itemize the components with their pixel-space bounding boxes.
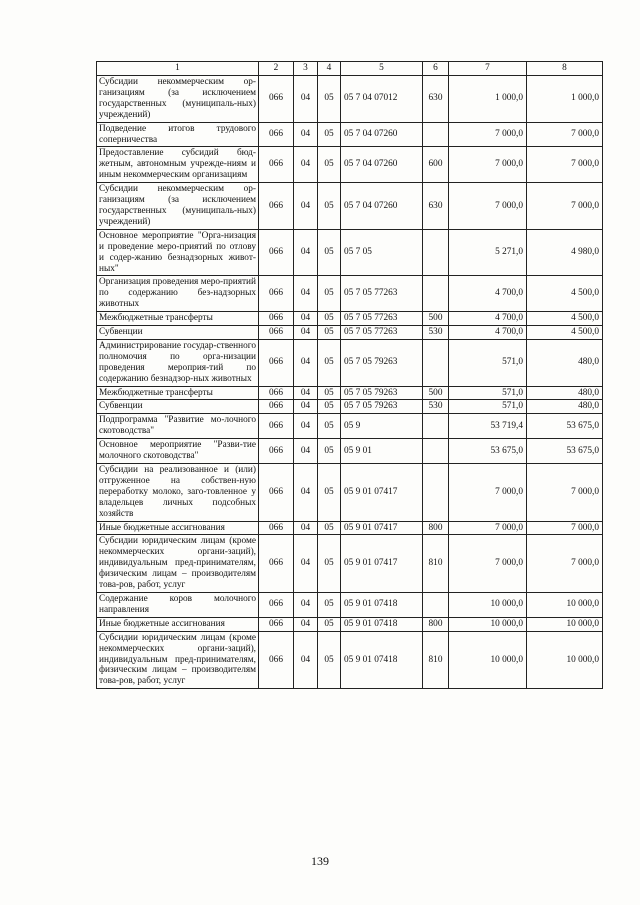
- row-rz-cell: 04: [294, 400, 318, 414]
- row-pr-cell: 05: [318, 631, 341, 689]
- row-amount-2025-cell: 5 271,0: [449, 229, 527, 276]
- page-number: 139: [311, 854, 329, 868]
- row-amount-2025-cell: 53 719,4: [449, 414, 527, 439]
- table-row: [97, 414, 603, 439]
- row-amount-2026-cell: 4 500,0: [527, 276, 603, 312]
- row-vr-cell: 800: [423, 521, 449, 535]
- row-csr-cell: 05 9 01: [341, 439, 423, 464]
- row-amount-2026-cell: 7 000,0: [527, 535, 603, 593]
- header-cell: 5: [341, 62, 423, 76]
- row-amount-2025-cell: 7 000,0: [449, 521, 527, 535]
- row-rz-cell: 04: [294, 147, 318, 183]
- row-rz-cell: 04: [294, 76, 318, 123]
- table-row: [97, 339, 603, 386]
- row-name-cell: Субсидии некоммерческим ор-ганизациям (за исключением государственных (муниципаль-ных) учреждений): [97, 76, 259, 123]
- row-pr-cell: 05: [318, 147, 341, 183]
- table-row: [97, 464, 603, 522]
- row-amount-2026-cell: 7 000,0: [527, 464, 603, 522]
- table-header-row: [97, 62, 603, 76]
- table-row: [97, 147, 603, 183]
- header-cell: 6: [423, 62, 449, 76]
- row-amount-2025-cell: 571,0: [449, 339, 527, 386]
- header-cell: 2: [259, 62, 294, 76]
- row-csr-cell: 05 9 01 07418: [341, 631, 423, 689]
- row-vr-cell: 800: [423, 617, 449, 631]
- header-cell: 3: [294, 62, 318, 76]
- row-amount-2025-cell: 4 700,0: [449, 326, 527, 340]
- header-cell: 7: [449, 62, 527, 76]
- table-row: [97, 183, 603, 230]
- row-vr-cell: [423, 229, 449, 276]
- row-pr-cell: 05: [318, 326, 341, 340]
- row-amount-2026-cell: 10 000,0: [527, 617, 603, 631]
- row-vr-cell: [423, 414, 449, 439]
- row-amount-2025-cell: 571,0: [449, 386, 527, 400]
- row-name-cell: Основное мероприятие "Орга-низация и проведение меро-приятий по отлову и содер-жанию безнадзорных живот-ных": [97, 229, 259, 276]
- row-pr-cell: 05: [318, 229, 341, 276]
- row-vr-cell: 810: [423, 631, 449, 689]
- row-amount-2025-cell: 7 000,0: [449, 535, 527, 593]
- row-csr-cell: 05 7 05 79263: [341, 339, 423, 386]
- table-row: [97, 617, 603, 631]
- row-csr-cell: 05 7 04 07260: [341, 147, 423, 183]
- row-amount-2026-cell: 7 000,0: [527, 122, 603, 147]
- row-pr-cell: 05: [318, 312, 341, 326]
- row-vr-cell: 500: [423, 386, 449, 400]
- row-rz-cell: 04: [294, 464, 318, 522]
- row-amount-2026-cell: 53 675,0: [527, 414, 603, 439]
- row-rz-cell: 04: [294, 326, 318, 340]
- row-pr-cell: 05: [318, 535, 341, 593]
- row-ved-cell: 066: [259, 122, 294, 147]
- table-row: [97, 521, 603, 535]
- table-row: [97, 312, 603, 326]
- row-vr-cell: 600: [423, 147, 449, 183]
- row-ved-cell: 066: [259, 76, 294, 123]
- row-name-cell: Администрирование государ-ственного полномочия по орга-низации проведения мероприя-тий по содержанию безнадзор-ных животных: [97, 339, 259, 386]
- row-vr-cell: 530: [423, 400, 449, 414]
- row-rz-cell: 04: [294, 276, 318, 312]
- row-name-cell: Межбюджетные трансферты: [97, 386, 259, 400]
- row-vr-cell: [423, 122, 449, 147]
- row-amount-2026-cell: 4 500,0: [527, 312, 603, 326]
- header-cell: 4: [318, 62, 341, 76]
- row-csr-cell: 05 7 05 79263: [341, 400, 423, 414]
- row-vr-cell: 500: [423, 312, 449, 326]
- table-row: [97, 535, 603, 593]
- row-vr-cell: 810: [423, 535, 449, 593]
- row-ved-cell: 066: [259, 439, 294, 464]
- table-row: [97, 326, 603, 340]
- row-csr-cell: 05 9 01 07418: [341, 592, 423, 617]
- row-name-cell: Подпрограмма "Развитие мо-лочного скотоводства": [97, 414, 259, 439]
- row-ved-cell: 066: [259, 326, 294, 340]
- row-vr-cell: [423, 339, 449, 386]
- row-csr-cell: 05 9 01 07417: [341, 464, 423, 522]
- row-name-cell: Иные бюджетные ассигнования: [97, 617, 259, 631]
- row-name-cell: Организация проведения меро-приятий по содержанию без-надзорных животных: [97, 276, 259, 312]
- row-ved-cell: 066: [259, 631, 294, 689]
- row-csr-cell: 05 7 05 77263: [341, 276, 423, 312]
- row-ved-cell: 066: [259, 521, 294, 535]
- row-rz-cell: 04: [294, 229, 318, 276]
- row-vr-cell: [423, 276, 449, 312]
- row-name-cell: Субсидии на реализованное и (или) отгруженное на собствен-ную переработку молоко, заго-товленное у владельцев личных подсобных хозяйств: [97, 464, 259, 522]
- row-name-cell: Субсидии юридическим лицам (кроме некоммерческих органи-заций), индивидуальным пред-принимателям, физическим лицам – производителям това-ров, работ, услуг: [97, 535, 259, 593]
- header-cell: 1: [97, 62, 259, 76]
- row-pr-cell: 05: [318, 400, 341, 414]
- row-amount-2026-cell: 480,0: [527, 400, 603, 414]
- table-row: [97, 439, 603, 464]
- row-pr-cell: 05: [318, 183, 341, 230]
- row-name-cell: Содержание коров молочного направления: [97, 592, 259, 617]
- row-rz-cell: 04: [294, 312, 318, 326]
- row-csr-cell: 05 9: [341, 414, 423, 439]
- row-pr-cell: 05: [318, 521, 341, 535]
- row-pr-cell: 05: [318, 339, 341, 386]
- budget-table: [96, 61, 603, 689]
- row-ved-cell: 066: [259, 339, 294, 386]
- row-amount-2025-cell: 7 000,0: [449, 122, 527, 147]
- row-amount-2025-cell: 53 675,0: [449, 439, 527, 464]
- row-ved-cell: 066: [259, 312, 294, 326]
- row-pr-cell: 05: [318, 276, 341, 312]
- row-csr-cell: 05 9 01 07417: [341, 535, 423, 593]
- row-amount-2026-cell: 7 000,0: [527, 183, 603, 230]
- row-amount-2025-cell: 4 700,0: [449, 312, 527, 326]
- table-row: [97, 400, 603, 414]
- row-pr-cell: 05: [318, 617, 341, 631]
- row-ved-cell: 066: [259, 400, 294, 414]
- row-name-cell: Субсидии некоммерческим ор-ганизациям (за исключением государственных (муниципаль-ных) учреждений): [97, 183, 259, 230]
- budget-table-container: [96, 61, 602, 689]
- row-ved-cell: 066: [259, 464, 294, 522]
- row-name-cell: Субсидии юридическим лицам (кроме некоммерческих органи-заций), индивидуальным пред-принимателям, физическим лицам – производителям това-ров, работ, услуг: [97, 631, 259, 689]
- row-pr-cell: 05: [318, 439, 341, 464]
- row-amount-2026-cell: 4 500,0: [527, 326, 603, 340]
- table-row: [97, 76, 603, 123]
- row-amount-2026-cell: 53 675,0: [527, 439, 603, 464]
- row-amount-2025-cell: 571,0: [449, 400, 527, 414]
- row-amount-2026-cell: 10 000,0: [527, 592, 603, 617]
- row-ved-cell: 066: [259, 229, 294, 276]
- row-rz-cell: 04: [294, 535, 318, 593]
- row-rz-cell: 04: [294, 339, 318, 386]
- row-rz-cell: 04: [294, 122, 318, 147]
- row-pr-cell: 05: [318, 122, 341, 147]
- row-rz-cell: 04: [294, 386, 318, 400]
- row-amount-2026-cell: 7 000,0: [527, 147, 603, 183]
- row-ved-cell: 066: [259, 617, 294, 631]
- row-vr-cell: 630: [423, 183, 449, 230]
- row-rz-cell: 04: [294, 414, 318, 439]
- table-row: [97, 386, 603, 400]
- row-amount-2025-cell: 4 700,0: [449, 276, 527, 312]
- row-ved-cell: 066: [259, 386, 294, 400]
- row-csr-cell: 05 7 05: [341, 229, 423, 276]
- row-csr-cell: 05 7 05 77263: [341, 326, 423, 340]
- row-csr-cell: 05 9 01 07417: [341, 521, 423, 535]
- row-name-cell: Предоставление субсидий бюд-жетным, автономным учрежде-ниям и иным некоммерческим организациям: [97, 147, 259, 183]
- row-vr-cell: [423, 464, 449, 522]
- table-row: [97, 631, 603, 689]
- row-vr-cell: 530: [423, 326, 449, 340]
- row-name-cell: Межбюджетные трансферты: [97, 312, 259, 326]
- row-rz-cell: 04: [294, 521, 318, 535]
- row-name-cell: Субвенции: [97, 400, 259, 414]
- row-amount-2025-cell: 1 000,0: [449, 76, 527, 123]
- row-amount-2025-cell: 10 000,0: [449, 631, 527, 689]
- row-rz-cell: 04: [294, 439, 318, 464]
- row-csr-cell: 05 7 05 77263: [341, 312, 423, 326]
- row-amount-2026-cell: 7 000,0: [527, 521, 603, 535]
- row-vr-cell: [423, 439, 449, 464]
- row-ved-cell: 066: [259, 147, 294, 183]
- table-row: [97, 276, 603, 312]
- row-amount-2025-cell: 10 000,0: [449, 617, 527, 631]
- row-amount-2025-cell: 7 000,0: [449, 183, 527, 230]
- table-row: [97, 122, 603, 147]
- row-name-cell: Основное мероприятие "Разви-тие молочного скотоводства": [97, 439, 259, 464]
- row-name-cell: Иные бюджетные ассигнования: [97, 521, 259, 535]
- row-ved-cell: 066: [259, 183, 294, 230]
- row-csr-cell: 05 7 04 07260: [341, 183, 423, 230]
- row-vr-cell: 630: [423, 76, 449, 123]
- row-ved-cell: 066: [259, 535, 294, 593]
- table-row: [97, 229, 603, 276]
- row-ved-cell: 066: [259, 276, 294, 312]
- row-ved-cell: 066: [259, 592, 294, 617]
- row-rz-cell: 04: [294, 183, 318, 230]
- header-cell: 8: [527, 62, 603, 76]
- row-rz-cell: 04: [294, 592, 318, 617]
- row-rz-cell: 04: [294, 617, 318, 631]
- row-vr-cell: [423, 592, 449, 617]
- row-amount-2026-cell: 480,0: [527, 339, 603, 386]
- row-rz-cell: 04: [294, 631, 318, 689]
- row-csr-cell: 05 7 04 07260: [341, 122, 423, 147]
- row-ved-cell: 066: [259, 414, 294, 439]
- row-pr-cell: 05: [318, 592, 341, 617]
- row-pr-cell: 05: [318, 464, 341, 522]
- row-csr-cell: 05 7 04 07012: [341, 76, 423, 123]
- row-name-cell: Субвенции: [97, 326, 259, 340]
- row-pr-cell: 05: [318, 386, 341, 400]
- row-amount-2026-cell: 10 000,0: [527, 631, 603, 689]
- table-body: [97, 62, 603, 689]
- table-row: [97, 592, 603, 617]
- row-amount-2025-cell: 7 000,0: [449, 464, 527, 522]
- row-csr-cell: 05 9 01 07418: [341, 617, 423, 631]
- row-csr-cell: 05 7 05 79263: [341, 386, 423, 400]
- row-amount-2026-cell: 480,0: [527, 386, 603, 400]
- row-pr-cell: 05: [318, 76, 341, 123]
- row-amount-2026-cell: 4 980,0: [527, 229, 603, 276]
- row-amount-2025-cell: 10 000,0: [449, 592, 527, 617]
- row-name-cell: Подведение итогов трудового соперничества: [97, 122, 259, 147]
- row-amount-2025-cell: 7 000,0: [449, 147, 527, 183]
- row-pr-cell: 05: [318, 414, 341, 439]
- row-amount-2026-cell: 1 000,0: [527, 76, 603, 123]
